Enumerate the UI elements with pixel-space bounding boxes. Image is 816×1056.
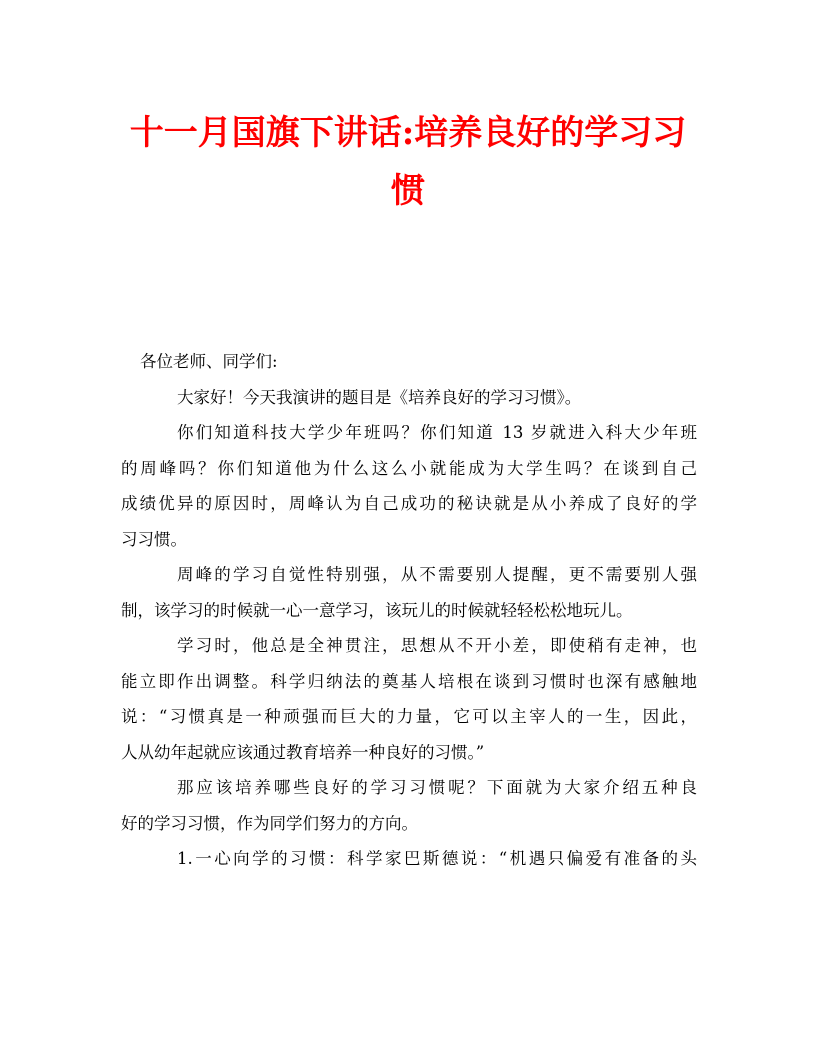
paragraph-line: 好的学习习惯，作为同学们努力的方向。 [121,813,418,833]
paragraph-line: 制，该学习的时候就一心一意学习，该玩儿的时候就轻轻松松地玩儿。 [121,600,633,620]
paragraph-1 [121,380,697,416]
title-line-2: 惯 [391,171,425,211]
title-line-1: 十一月国旗下讲话:培养良好的学习习 [129,113,687,153]
paragraph-5 [121,770,697,841]
paragraph-line: 习习惯。 [121,529,187,549]
paragraph-3 [121,557,697,628]
paragraph-line: 大家好！今天我演讲的题目是《培养良好的学习习惯》。 [177,387,582,407]
document-body [121,344,697,877]
paragraph-line: 学习时，他总是全神贯注，思想从不开小差，即使稍有走神，也 [177,636,697,655]
paragraph-line: 说：“习惯真是一种顽强而巨大的力量，它可以主宰人的一生，因此， [121,707,697,726]
paragraph-6 [121,841,697,877]
paragraph-line: 能立即作出调整。科学归纳法的奠基人培根在谈到习惯时也深有感触地 [121,671,697,691]
paragraph-line: 成绩优异的原因时，周峰认为自己成功的秘诀就是从小养成了良好的学 [121,494,697,513]
salutation [121,344,697,380]
paragraph-line: 1.一心向学的习惯：科学家巴斯德说：“机遇只偏爱有准备的头 [177,849,697,868]
paragraph-4 [121,628,697,770]
document-title [110,104,706,220]
paragraph-line: 的周峰吗？你们知道他为什么这么小就能成为大学生吗？在谈到自己 [121,458,697,478]
paragraph-line: 周峰的学习自觉性特别强，从不需要别人提醒，更不需要别人强 [177,565,697,584]
salutation-text: 各位老师、同学们: [140,352,278,371]
paragraph-2 [121,415,697,557]
paragraph-line: 你们知道科技大学少年班吗？你们知道 13 岁就进入科大少年班 [177,423,697,442]
paragraph-line: 人从幼年起就应该通过教育培养一种良好的习惯。” [121,742,485,762]
paragraph-line: 那应该培养哪些良好的学习习惯呢？下面就为大家介绍五种良 [177,778,697,797]
